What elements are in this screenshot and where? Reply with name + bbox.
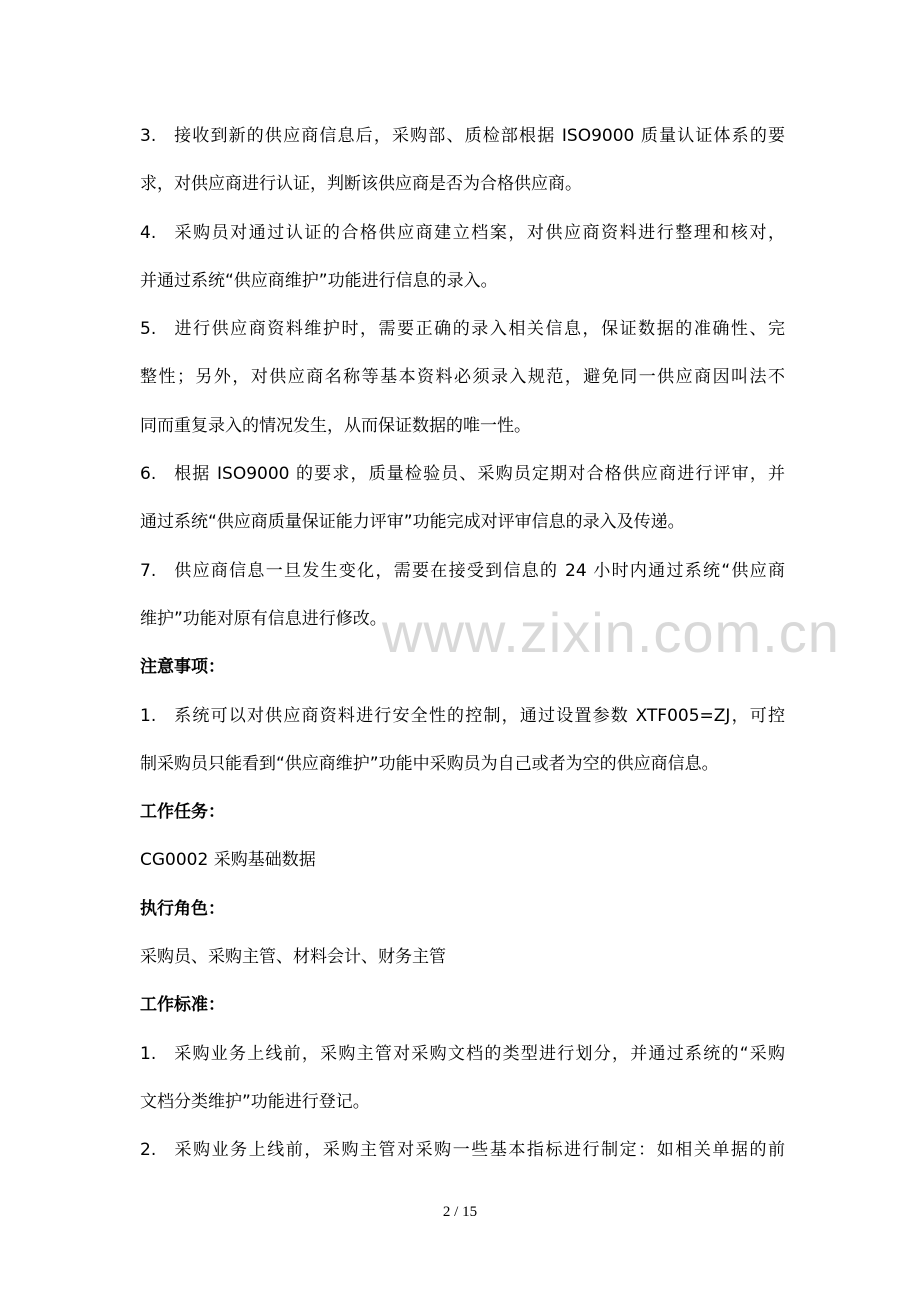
standard-1-line-2: 文档分类维护”功能进行登记。: [140, 1091, 370, 1112]
item-number: 1.: [140, 1043, 157, 1064]
paragraph-5-line-2: 整性；另外，对供应商名称等基本资料必须录入规范，避免同一供应商因叫法不: [140, 367, 785, 388]
task-heading: 工作任务：: [140, 802, 225, 823]
role-heading: 执行角色：: [140, 898, 225, 919]
item-number: 2.: [140, 1140, 157, 1161]
paragraph-7-line-2: 维护”功能对原有信息进行修改。: [140, 608, 387, 629]
item-number: 5.: [140, 319, 157, 340]
paragraph-3-line-2: 求，对供应商进行认证，判断该供应商是否为合格供应商。: [140, 174, 582, 195]
standard-2-line-1: 2. 采购业务上线前，采购主管对采购一些基本指标进行制定：如相关单据的前: [140, 1126, 785, 1174]
paragraph-4-line-1: 4. 采购员对通过认证的合格供应商建立档案，对供应商资料进行整理和核对，: [140, 209, 785, 257]
item-number: 6.: [140, 464, 157, 485]
item-number: 3.: [140, 126, 157, 146]
paragraph-5-line-1: 5. 进行供应商资料维护时，需要正确的录入相关信息，保证数据的准确性、完: [140, 305, 785, 353]
paragraph-5-line-3: 同而重复录入的情况发生，从而保证数据的唯一性。: [140, 415, 531, 436]
item-number: 7.: [140, 560, 157, 581]
role-value: 采购员、采购主管、材料会计、财务主管: [140, 947, 446, 968]
notes-heading: 注意事项：: [140, 657, 225, 678]
task-value: CG0002 采购基础数据: [140, 850, 316, 871]
note-1-line-2: 制采购员只能看到“供应商维护”功能中采购员为自己或者为空的供应商信息。: [140, 753, 719, 774]
standard-1-line-1: 1. 采购业务上线前，采购主管对采购文档的类型进行划分，并通过系统的“采购: [140, 1030, 785, 1078]
paragraph-6-line-2: 通过系统“供应商质量保证能力评审”功能完成对评审信息的录入及传递。: [140, 512, 685, 533]
paragraph-3-line-1: 3. 接收到新的供应商信息后，采购部、质检部根据 ISO9000 质量认证体系的要: [140, 112, 785, 160]
item-number: 1.: [140, 705, 157, 726]
standard-heading: 工作标准：: [140, 995, 225, 1016]
paragraph-4-line-2: 并通过系统“供应商维护”功能进行信息的录入。: [140, 270, 498, 291]
note-1-line-1: 1. 系统可以对供应商资料进行安全性的控制，通过设置参数 XTF005=ZJ，可控: [140, 692, 785, 740]
page-number: 2 / 15: [442, 1204, 478, 1220]
paragraph-7-line-1: 7. 供应商信息一旦发生变化，需要在接受到信息的 24 小时内通过系统“供应商: [140, 547, 785, 595]
paragraph-6-line-1: 6. 根据 ISO9000 的要求，质量检验员、采购员定期对合格供应商进行评审，并: [140, 450, 785, 498]
watermark: www.zixin.com.cn: [382, 601, 840, 664]
item-number: 4.: [140, 222, 157, 243]
